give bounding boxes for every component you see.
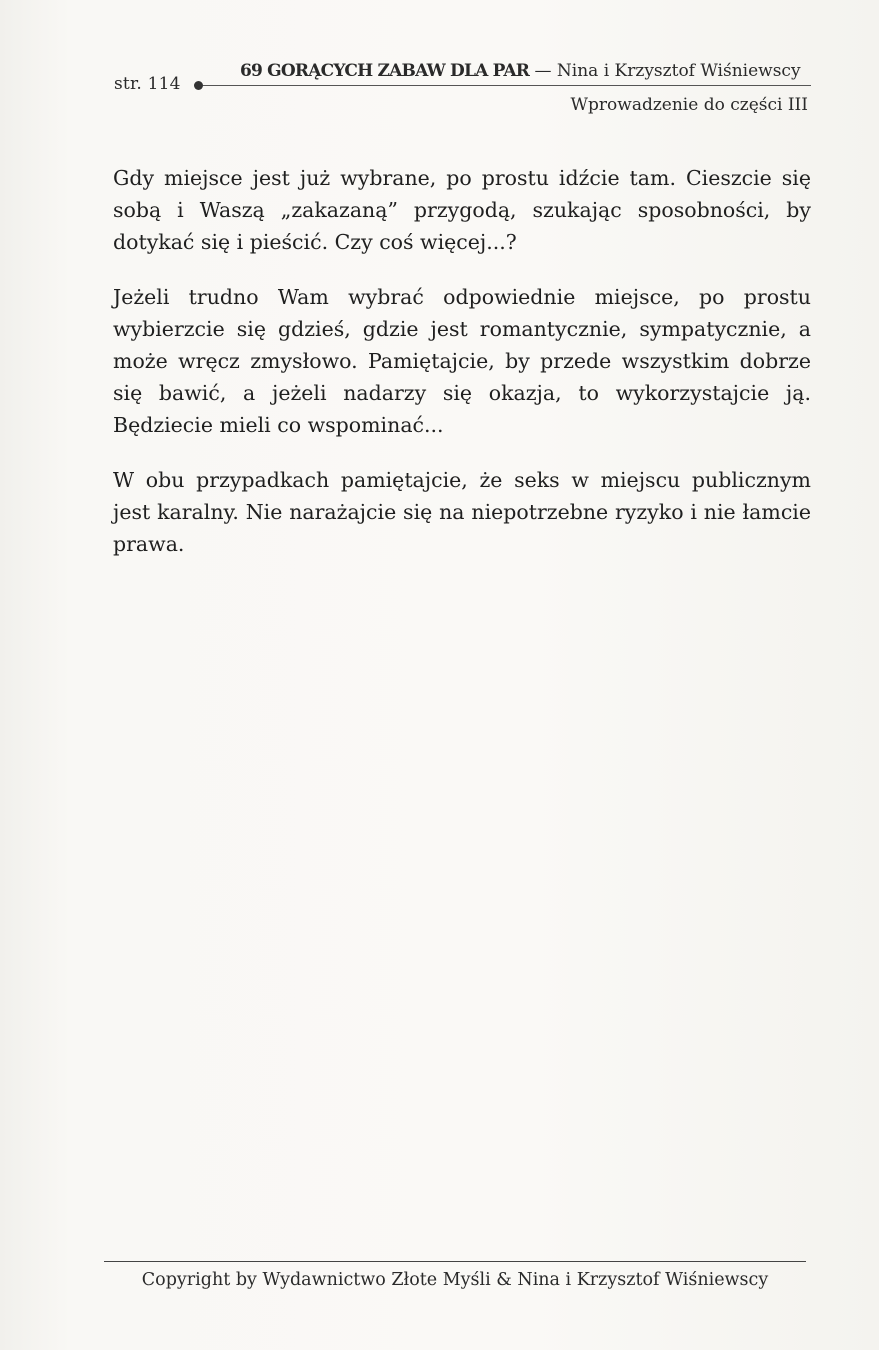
header-rule: [203, 85, 811, 86]
paragraph: Jeżeli trudno Wam wybrać odpowiednie miejsce, po prostu wybierzcie się gdzieś, gdzie jest romantycznie, sympatycznie, a może wręcz zmysłowo. Pamiętajcie, by przede wszystkim dobrze się bawić, a jeżeli nadarzy się okazja, to wykorzystajcie ją. Będziecie mieli co wspominać...: [113, 285, 811, 437]
running-header: [240, 61, 812, 81]
header-separator: —: [534, 61, 552, 81]
footer-rule: [104, 1261, 806, 1262]
section-title: Wprowadzenie do części III: [570, 95, 808, 115]
paragraph: Gdy miejsce jest już wybrane, po prostu idźcie tam. Cieszcie się sobą i Waszą „zakazaną” przygodą, szukając sposobności, by dotykać się i pieścić. Czy coś więcej...?: [113, 166, 811, 254]
paragraph: W obu przypadkach pamiętajcie, że seks w miejscu publicznym jest karalny. Nie narażajcie się na niepotrzebne ryzyko i nie łamcie prawa.: [113, 468, 811, 556]
book-title: 69 GORĄCYCH ZABAW DLA PAR: [240, 61, 530, 81]
book-authors: Nina i Krzysztof Wiśniewscy: [556, 61, 801, 81]
bullet-dot-icon: [194, 81, 203, 90]
page-number: str. 114: [114, 74, 181, 94]
copyright-notice: Copyright by Wydawnictwo Złote Myśli & Nina i Krzysztof Wiśniewscy: [141, 1270, 769, 1290]
body-text: [113, 162, 811, 583]
